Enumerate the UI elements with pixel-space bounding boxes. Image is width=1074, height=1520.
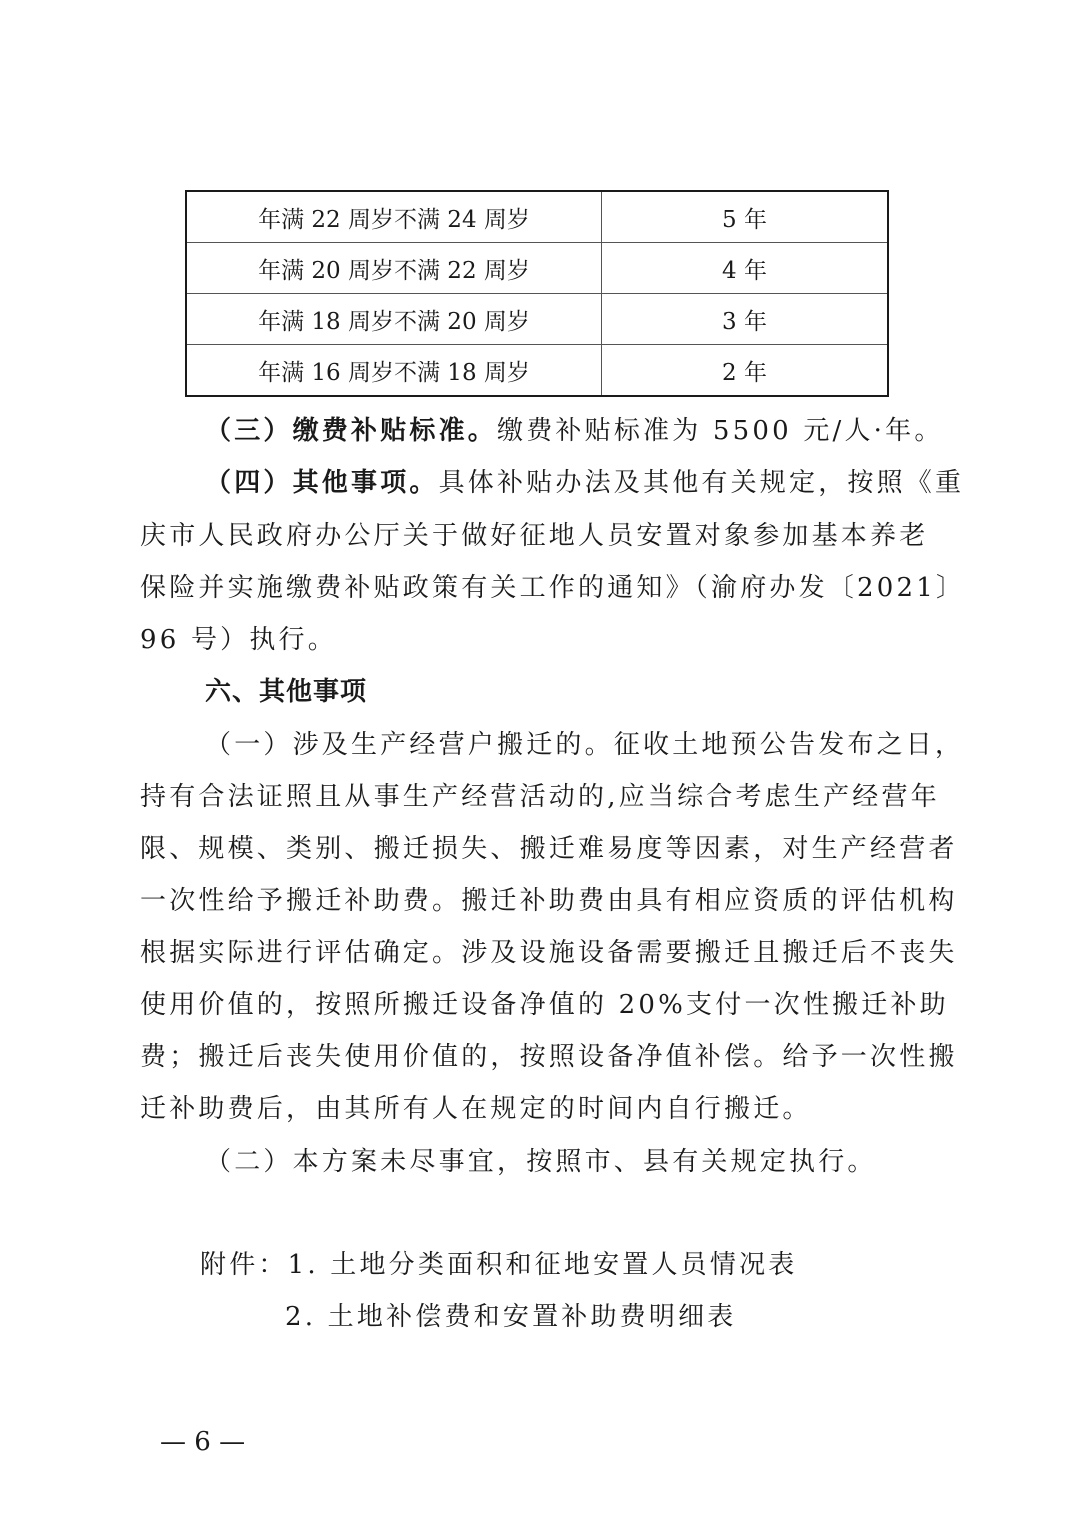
attachment-2: 2. 土地补偿费和安置补助费明细表: [285, 1302, 737, 1332]
years-cell: 2 年: [602, 345, 889, 397]
chapter6-p1-line: 限、规模、类别、搬迁损失、搬迁难易度等因素，对生产经营者: [140, 834, 958, 864]
chapter6-p1-line: 一次性给予搬迁补助费。搬迁补助费由具有相应资质的评估机构: [140, 886, 958, 916]
table-row: [186, 294, 888, 345]
section4-text: 具体补贴办法及其他有关规定，按照《重: [438, 468, 965, 498]
section4-title: （四）其他事项。: [205, 468, 439, 498]
section4-line: 96 号）执行。: [140, 625, 337, 655]
attachments-label: 附件：: [200, 1250, 288, 1280]
age-range-cell: 年满 22 周岁不满 24 周岁: [186, 191, 602, 243]
section4-line: 庆市人民政府办公厅关于做好征地人员安置对象参加基本养老: [140, 521, 929, 551]
years-cell: 3 年: [602, 294, 889, 345]
chapter6-p1-line: 使用价值的，按照所搬迁设备净值的 20%支付一次性搬迁补助: [140, 990, 949, 1020]
table-row: [186, 243, 888, 294]
section4-line: 保险并实施缴费补贴政策有关工作的通知》（渝府办发〔2021〕: [140, 573, 966, 603]
chapter6-p1-line: 根据实际进行评估确定。涉及设施设备需要搬迁且搬迁后不丧失: [140, 938, 958, 968]
section3-title: （三）缴费补贴标准。: [205, 416, 498, 446]
years-cell: 4 年: [602, 243, 889, 294]
subsidy-years-table: [185, 190, 889, 397]
chapter6-p1-line: 持有合法证照且从事生产经营活动的,应当综合考虑生产经营年: [140, 782, 940, 812]
chapter6-p1-line: 迁补助费后，由其所有人在规定的时间内自行搬迁。: [140, 1094, 812, 1124]
age-range-cell: 年满 18 周岁不满 20 周岁: [186, 294, 602, 345]
attachment-1: [200, 1248, 1000, 1282]
table-row: [186, 191, 888, 243]
chapter6-p1-line: 费；搬迁后丧失使用价值的，按照设备净值补偿。给予一次性搬: [140, 1042, 958, 1072]
section3-text: 缴费补贴标准为 5500 元/人·年。: [497, 416, 944, 446]
section4-line: [205, 466, 1005, 500]
chapter6-p2: （二）本方案未尽事宜，按照市、县有关规定执行。: [205, 1147, 877, 1177]
chapter6-heading: 六、其他事项: [205, 677, 368, 707]
chapter6-p1-line: （一）涉及生产经营户搬迁的。征收土地预公告发布之日，: [205, 730, 965, 760]
section3-paragraph: [205, 414, 1005, 448]
attachment-item: 1. 土地分类面积和征地安置人员情况表: [287, 1250, 798, 1280]
age-range-cell: 年满 16 周岁不满 18 周岁: [186, 345, 602, 397]
years-cell: 5 年: [602, 191, 889, 243]
table-row: [186, 345, 888, 397]
page-number: — 6 —: [160, 1427, 246, 1457]
age-range-cell: 年满 20 周岁不满 22 周岁: [186, 243, 602, 294]
